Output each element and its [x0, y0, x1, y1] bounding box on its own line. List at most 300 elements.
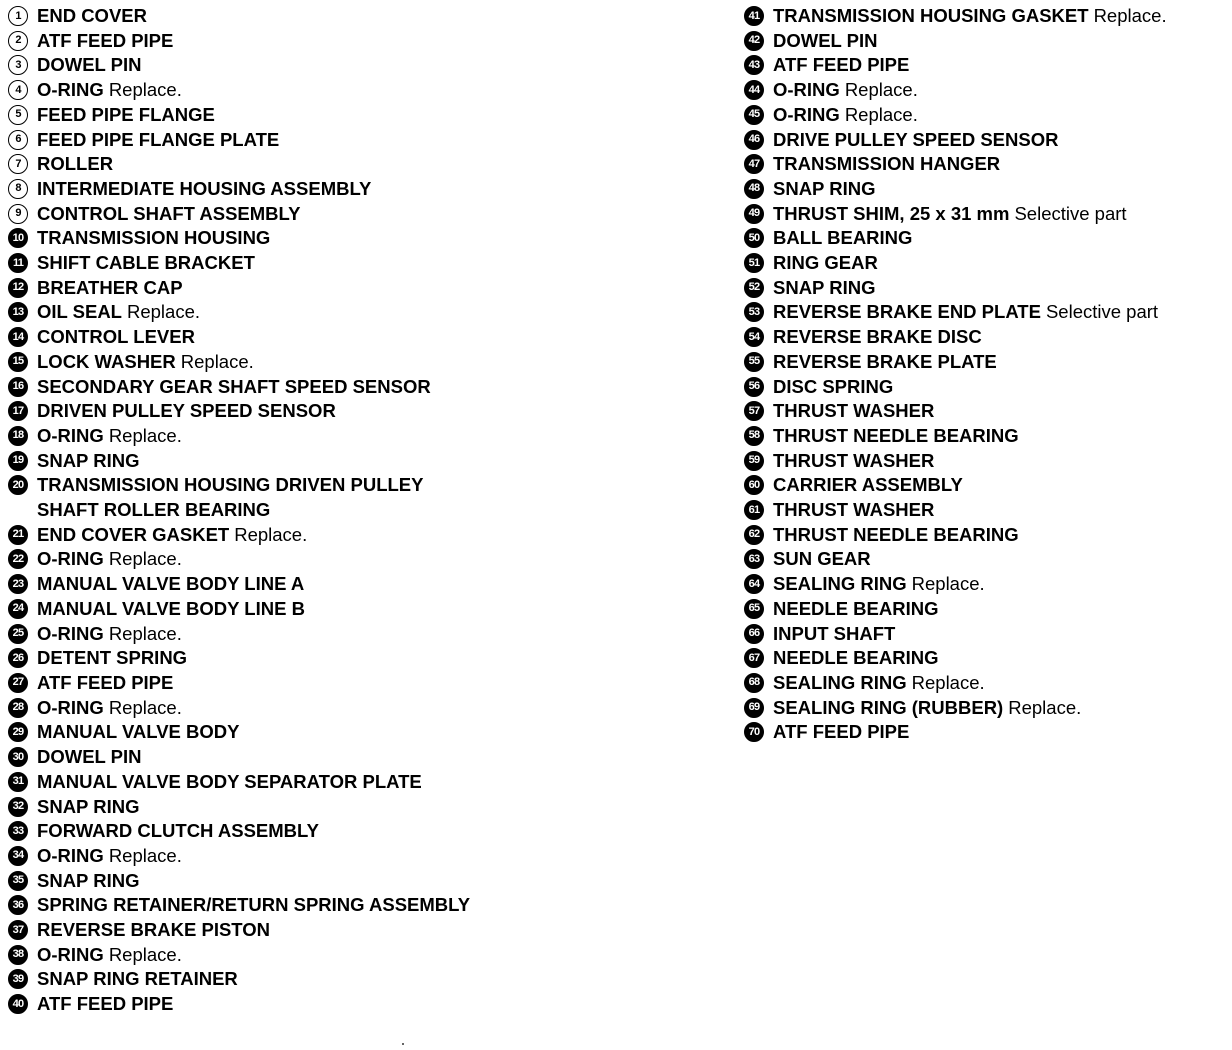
part-text	[773, 4, 1167, 29]
part-name: TRANSMISSION HOUSING DRIVEN PULLEY	[37, 474, 424, 496]
part-item	[744, 325, 1230, 350]
part-item	[8, 572, 708, 597]
part-note: Replace.	[911, 671, 985, 693]
part-name: O-RING	[37, 79, 104, 101]
part-note: Replace.	[108, 622, 182, 644]
part-text	[773, 53, 909, 78]
part-item	[8, 424, 708, 449]
part-item	[8, 226, 708, 251]
part-number-badge: 46	[744, 130, 764, 150]
part-text	[773, 226, 912, 251]
part-text	[37, 622, 182, 647]
part-number-badge: 28	[8, 698, 28, 718]
part-item	[8, 251, 708, 276]
part-text	[37, 300, 200, 325]
part-number-badge: 15	[8, 352, 28, 372]
part-text	[773, 325, 982, 350]
part-item	[8, 646, 708, 671]
part-text	[773, 103, 918, 128]
part-text	[37, 177, 371, 202]
part-name: RING GEAR	[773, 252, 878, 274]
part-number-badge: 21	[8, 525, 28, 545]
part-name: SNAP RING	[773, 276, 876, 298]
part-item	[744, 4, 1230, 29]
part-name: DOWEL PIN	[37, 746, 142, 768]
part-text	[37, 671, 173, 696]
part-number-badge: 54	[744, 327, 764, 347]
part-text	[773, 251, 878, 276]
part-name: O-RING	[37, 696, 104, 718]
part-name: SPRING RETAINER/RETURN SPRING ASSEMBLY	[37, 894, 471, 916]
part-text	[37, 449, 139, 474]
part-item	[8, 523, 708, 548]
part-name: DOWEL PIN	[37, 54, 142, 76]
part-text	[773, 498, 934, 523]
part-item	[8, 29, 708, 54]
part-item	[744, 350, 1230, 375]
part-item	[8, 819, 708, 844]
part-item	[8, 967, 708, 992]
part-item	[744, 696, 1230, 721]
part-number-badge: 16	[8, 377, 28, 397]
part-name: BALL BEARING	[773, 227, 913, 249]
part-item	[744, 449, 1230, 474]
part-number-badge: 37	[8, 920, 28, 940]
part-item	[744, 300, 1230, 325]
part-item	[744, 498, 1230, 523]
part-note: Replace.	[234, 523, 308, 545]
part-number-badge: 13	[8, 302, 28, 322]
part-name: DRIVEN PULLEY SPEED SENSOR	[37, 400, 336, 422]
part-name: NEEDLE BEARING	[773, 597, 939, 619]
part-note: Replace.	[108, 79, 182, 101]
part-number-badge: 53	[744, 302, 764, 322]
part-number-badge: 14	[8, 327, 28, 347]
part-name: SEALING RING (RUBBER)	[773, 696, 1004, 718]
part-number-badge: 49	[744, 204, 764, 224]
part-text	[37, 646, 187, 671]
part-text	[773, 646, 939, 671]
part-number-badge: 10	[8, 228, 28, 248]
part-item	[8, 202, 708, 227]
part-name: SNAP RING	[37, 795, 140, 817]
part-name: DOWEL PIN	[773, 29, 878, 51]
part-text	[37, 547, 182, 572]
part-text	[37, 918, 270, 943]
part-text	[37, 572, 304, 597]
part-text	[37, 523, 307, 548]
part-number-badge: 24	[8, 599, 28, 619]
part-item	[744, 202, 1230, 227]
part-name: THRUST WASHER	[773, 449, 935, 471]
part-item	[744, 128, 1230, 153]
part-name: SUN GEAR	[773, 548, 871, 570]
part-number-badge: 69	[744, 698, 764, 718]
part-item	[744, 720, 1230, 745]
part-name: O-RING	[37, 622, 104, 644]
part-item	[744, 523, 1230, 548]
part-text	[37, 992, 173, 1017]
part-name: ATF FEED PIPE	[773, 54, 910, 76]
part-name: SNAP RING	[37, 869, 140, 891]
part-text	[37, 128, 279, 153]
part-item	[744, 572, 1230, 597]
part-item	[8, 943, 708, 968]
part-text	[37, 795, 139, 820]
part-item	[8, 78, 708, 103]
part-name: LOCK WASHER	[37, 350, 176, 372]
part-number-badge: 19	[8, 451, 28, 471]
part-note: Replace.	[108, 696, 182, 718]
part-note: Replace.	[126, 301, 200, 323]
part-text	[773, 720, 909, 745]
part-item	[8, 547, 708, 572]
part-note: Replace.	[108, 424, 182, 446]
part-number-badge: 65	[744, 599, 764, 619]
part-name: ROLLER	[37, 153, 114, 175]
part-name: INTERMEDIATE HOUSING ASSEMBLY	[37, 177, 372, 199]
part-number-badge: 35	[8, 871, 28, 891]
part-number-badge: 33	[8, 821, 28, 841]
part-text	[37, 893, 470, 918]
part-number-badge: 17	[8, 401, 28, 421]
part-item	[744, 375, 1230, 400]
part-name: FEED PIPE FLANGE	[37, 103, 215, 125]
part-name: SHIFT CABLE BRACKET	[37, 252, 255, 274]
part-text	[773, 202, 1127, 227]
part-text	[773, 29, 878, 54]
part-name: REVERSE BRAKE PISTON	[37, 919, 271, 941]
part-note: Replace.	[1093, 5, 1167, 26]
part-text	[37, 770, 422, 795]
part-item	[744, 473, 1230, 498]
part-number-badge: 18	[8, 426, 28, 446]
part-item	[8, 473, 708, 522]
part-number-badge: 43	[744, 55, 764, 75]
part-number-badge: 62	[744, 525, 764, 545]
part-name: TRANSMISSION HOUSING GASKET	[773, 5, 1089, 26]
part-number-badge: 9	[8, 204, 28, 224]
part-name: TRANSMISSION HANGER	[773, 153, 1001, 175]
part-number-badge: 11	[8, 253, 28, 273]
part-item	[8, 696, 708, 721]
part-number-badge: 45	[744, 105, 764, 125]
part-name: ATF FEED PIPE	[773, 721, 910, 743]
part-number-badge: 5	[8, 105, 28, 125]
part-item	[744, 152, 1230, 177]
part-number-badge: 70	[744, 722, 764, 742]
part-text	[37, 325, 195, 350]
part-name: SEALING RING	[773, 573, 907, 595]
part-number-badge: 57	[744, 401, 764, 421]
part-text	[37, 424, 182, 449]
part-item	[8, 399, 708, 424]
part-name: MANUAL VALVE BODY LINE B	[37, 597, 305, 619]
part-item	[8, 177, 708, 202]
part-item	[8, 622, 708, 647]
part-text	[773, 177, 875, 202]
part-text	[773, 597, 939, 622]
part-number-badge: 44	[744, 80, 764, 100]
part-item	[8, 844, 708, 869]
part-item	[744, 29, 1230, 54]
part-item	[8, 992, 708, 1017]
part-number-badge: 41	[744, 6, 764, 26]
part-item	[744, 646, 1230, 671]
part-text	[37, 720, 239, 745]
part-text	[773, 547, 871, 572]
part-number-badge: 61	[744, 500, 764, 520]
part-name: MANUAL VALVE BODY	[37, 721, 240, 743]
part-text	[37, 696, 182, 721]
part-number-badge: 68	[744, 673, 764, 693]
part-text	[773, 78, 918, 103]
part-name: OIL SEAL	[37, 301, 122, 323]
part-number-badge: 67	[744, 648, 764, 668]
part-text	[773, 350, 997, 375]
part-number-badge: 50	[744, 228, 764, 248]
part-name: MANUAL VALVE BODY LINE A	[37, 573, 305, 595]
part-item	[8, 103, 708, 128]
part-item	[744, 78, 1230, 103]
part-item	[744, 399, 1230, 424]
part-item	[744, 597, 1230, 622]
part-note: Selective part	[1014, 202, 1127, 224]
part-item	[744, 53, 1230, 78]
part-item	[744, 547, 1230, 572]
part-name: ATF FEED PIPE	[37, 993, 174, 1015]
part-item	[8, 720, 708, 745]
part-note: Replace.	[180, 350, 254, 372]
part-number-badge: 27	[8, 673, 28, 693]
part-name: NEEDLE BEARING	[773, 647, 939, 669]
part-text	[37, 226, 270, 251]
part-item	[8, 671, 708, 696]
part-note: Replace.	[108, 844, 182, 866]
part-text	[37, 29, 173, 54]
part-note: Replace.	[911, 573, 985, 595]
part-text	[37, 399, 336, 424]
part-name: END COVER GASKET	[37, 523, 230, 545]
part-number-badge: 6	[8, 130, 28, 150]
part-name: O-RING	[37, 548, 104, 570]
part-item	[8, 449, 708, 474]
part-item	[8, 128, 708, 153]
part-number-badge: 26	[8, 648, 28, 668]
part-number-badge: 23	[8, 574, 28, 594]
part-text	[37, 251, 255, 276]
part-name: INPUT SHAFT	[773, 622, 896, 644]
part-text	[37, 276, 183, 301]
part-item	[8, 4, 708, 29]
part-text	[773, 523, 1019, 548]
part-name: SECONDARY GEAR SHAFT SPEED SENSOR	[37, 375, 431, 397]
part-text	[37, 152, 113, 177]
part-number-badge: 48	[744, 179, 764, 199]
part-text	[37, 745, 142, 770]
part-item	[8, 745, 708, 770]
part-name: REVERSE BRAKE END PLATE	[773, 301, 1041, 323]
part-number-badge: 47	[744, 154, 764, 174]
part-name: BREATHER CAP	[37, 276, 183, 298]
part-item	[744, 226, 1230, 251]
part-item	[744, 103, 1230, 128]
part-item	[744, 251, 1230, 276]
part-name: O-RING	[37, 943, 104, 965]
part-number-badge: 1	[8, 6, 28, 26]
part-name: MANUAL VALVE BODY SEPARATOR PLATE	[37, 770, 422, 792]
part-number-badge: 55	[744, 352, 764, 372]
part-number-badge: 42	[744, 31, 764, 51]
part-text	[37, 597, 305, 622]
part-name: END COVER	[37, 5, 147, 26]
part-number-badge: 3	[8, 55, 28, 75]
part-name: THRUST WASHER	[773, 499, 935, 521]
parts-list-left	[8, 4, 708, 1017]
part-item	[744, 424, 1230, 449]
part-name: THRUST NEEDLE BEARING	[773, 523, 1019, 545]
part-text	[773, 300, 1158, 325]
part-name: SNAP RING RETAINER	[37, 968, 238, 990]
part-name: REVERSE BRAKE DISC	[773, 326, 982, 348]
part-number-badge: 7	[8, 154, 28, 174]
part-name: REVERSE BRAKE PLATE	[773, 350, 997, 372]
part-text	[37, 375, 431, 400]
part-item	[8, 300, 708, 325]
part-name: FORWARD CLUTCH ASSEMBLY	[37, 820, 319, 842]
part-text	[37, 4, 147, 29]
part-name: ATF FEED PIPE	[37, 29, 174, 51]
part-name: O-RING	[773, 79, 840, 101]
part-number-badge: 2	[8, 31, 28, 51]
part-number-badge: 40	[8, 994, 28, 1014]
part-name: ATF FEED PIPE	[37, 671, 174, 693]
part-number-badge: 31	[8, 772, 28, 792]
part-text	[773, 128, 1058, 153]
part-name: DRIVE PULLEY SPEED SENSOR	[773, 128, 1059, 150]
part-number-badge: 56	[744, 377, 764, 397]
part-note: Replace.	[108, 943, 182, 965]
part-name: DISC SPRING	[773, 375, 894, 397]
part-item	[744, 622, 1230, 647]
part-text	[773, 622, 895, 647]
part-name: SEALING RING	[773, 671, 907, 693]
part-text	[773, 399, 934, 424]
part-item	[8, 869, 708, 894]
part-text	[37, 869, 139, 894]
part-name: FEED PIPE FLANGE PLATE	[37, 128, 280, 150]
part-text	[773, 572, 985, 597]
part-name-continued: SHAFT ROLLER BEARING	[37, 499, 271, 521]
part-name: CONTROL SHAFT ASSEMBLY	[37, 202, 301, 224]
part-number-badge: 22	[8, 549, 28, 569]
part-name: TRANSMISSION HOUSING	[37, 227, 271, 249]
part-number-badge: 63	[744, 549, 764, 569]
part-name: THRUST NEEDLE BEARING	[773, 424, 1019, 446]
part-item	[8, 795, 708, 820]
part-note: Replace.	[108, 548, 182, 570]
part-number-badge: 51	[744, 253, 764, 273]
part-text	[773, 696, 1081, 721]
part-number-badge: 8	[8, 179, 28, 199]
part-name: O-RING	[773, 103, 840, 125]
part-item	[744, 276, 1230, 301]
stray-dot	[402, 1043, 404, 1045]
part-name: THRUST SHIM, 25 x 31 mm	[773, 202, 1010, 224]
part-number-badge: 25	[8, 624, 28, 644]
part-number-badge: 59	[744, 451, 764, 471]
part-text	[37, 202, 300, 227]
part-item	[8, 597, 708, 622]
part-number-badge: 38	[8, 945, 28, 965]
part-name: DETENT SPRING	[37, 647, 188, 669]
part-item	[8, 276, 708, 301]
part-item	[8, 918, 708, 943]
part-number-badge: 12	[8, 278, 28, 298]
part-number-badge: 39	[8, 969, 28, 989]
part-number-badge: 20	[8, 475, 28, 495]
part-number-badge: 66	[744, 624, 764, 644]
part-item	[744, 177, 1230, 202]
part-name: THRUST WASHER	[773, 400, 935, 422]
part-number-badge: 52	[744, 278, 764, 298]
part-item	[8, 375, 708, 400]
part-text	[773, 424, 1019, 449]
part-number-badge: 58	[744, 426, 764, 446]
part-text	[37, 967, 238, 992]
part-text	[37, 53, 142, 78]
part-number-badge: 36	[8, 895, 28, 915]
part-item	[744, 671, 1230, 696]
part-item	[8, 893, 708, 918]
part-name: O-RING	[37, 424, 104, 446]
part-item	[8, 770, 708, 795]
part-item	[8, 350, 708, 375]
part-note: Replace.	[844, 79, 918, 101]
part-name: SNAP RING	[37, 449, 140, 471]
part-text	[773, 449, 934, 474]
part-item	[8, 152, 708, 177]
part-number-badge: 30	[8, 747, 28, 767]
part-text	[773, 152, 1000, 177]
parts-list-right	[744, 4, 1230, 745]
part-text	[37, 943, 182, 968]
part-text	[37, 844, 182, 869]
part-name: O-RING	[37, 844, 104, 866]
part-number-badge: 4	[8, 80, 28, 100]
part-text	[37, 819, 319, 844]
part-note: Replace.	[844, 103, 918, 125]
part-name: SNAP RING	[773, 177, 876, 199]
part-text	[773, 671, 985, 696]
part-name: CONTROL LEVER	[37, 326, 195, 348]
part-note: Selective part	[1045, 301, 1159, 323]
part-text	[773, 375, 893, 400]
part-name: CARRIER ASSEMBLY	[773, 474, 963, 496]
part-item	[8, 53, 708, 78]
part-number-badge: 29	[8, 722, 28, 742]
part-number-badge: 60	[744, 475, 764, 495]
part-text	[37, 78, 182, 103]
part-number-badge: 32	[8, 797, 28, 817]
part-text	[37, 350, 254, 375]
part-text	[773, 473, 963, 498]
part-item	[8, 325, 708, 350]
part-number-badge: 64	[744, 574, 764, 594]
part-number-badge: 34	[8, 846, 28, 866]
part-text	[37, 103, 215, 128]
part-text	[773, 276, 875, 301]
